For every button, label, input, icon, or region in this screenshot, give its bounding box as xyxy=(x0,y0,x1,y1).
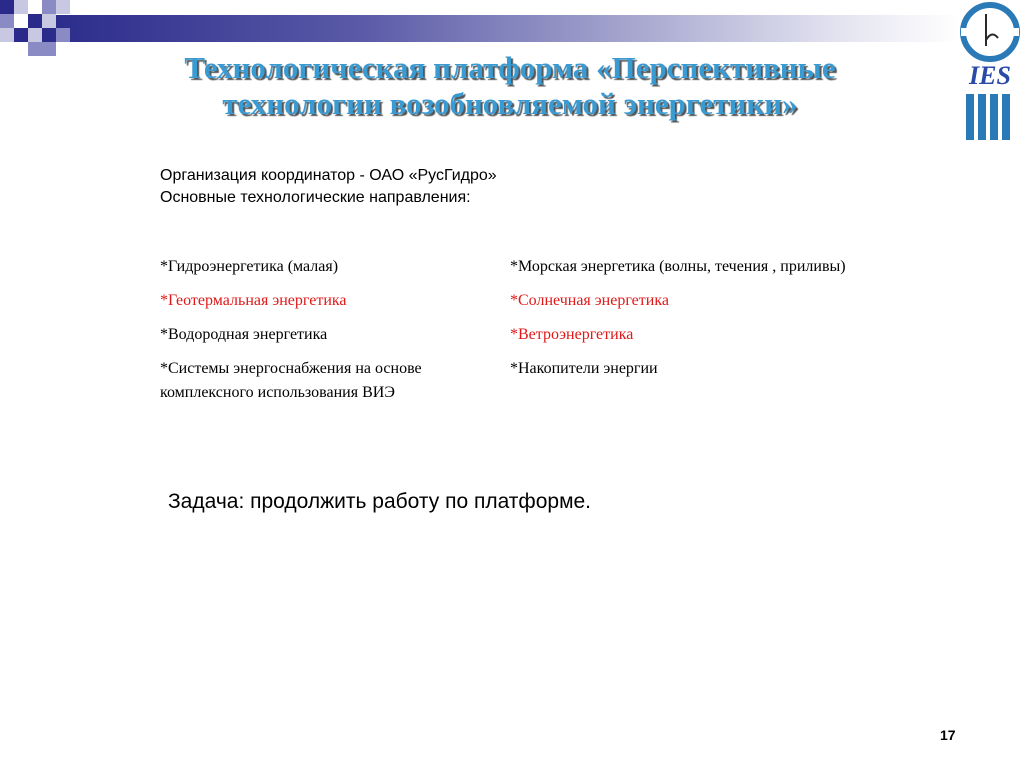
coordinator-text: Организация координатор - ОАО «РусГидро» xyxy=(160,167,497,184)
title-line-2: технологии возобновляемой энергетики» xyxy=(222,86,798,121)
logo-text: IES xyxy=(969,61,1011,90)
header-band xyxy=(40,15,960,42)
directions-row xyxy=(160,323,860,347)
directions-heading: Основные технологические направления: xyxy=(160,189,471,206)
ies-logo xyxy=(958,0,1022,142)
direction-item-highlighted: *Солнечная энергетика xyxy=(510,292,669,309)
task-text: Задача: продолжить работу по платформе. xyxy=(168,490,592,513)
directions-grid xyxy=(160,255,860,415)
direction-item: *Накопители энергии xyxy=(510,360,658,377)
direction-item-highlighted: *Ветроэнергетика xyxy=(510,326,634,343)
directions-row xyxy=(160,357,860,405)
direction-item-highlighted: *Геотермальная энергетика xyxy=(160,292,347,309)
direction-item: *Гидроэнергетика (малая) xyxy=(160,258,339,275)
direction-item: *Водородная энергетика xyxy=(160,326,328,343)
directions-row xyxy=(160,289,860,313)
page-number: 17 xyxy=(940,727,956,743)
direction-item: *Морская энергетика (волны, течения , приливы) xyxy=(510,258,846,275)
title-line-1: Технологическая платформа «Перспективные xyxy=(184,50,836,85)
direction-item: *Системы энергоснабжения на основе комплексного использования ВИЭ xyxy=(160,360,422,401)
intro-block xyxy=(160,165,760,209)
slide-title xyxy=(150,50,870,122)
directions-row xyxy=(160,255,860,279)
